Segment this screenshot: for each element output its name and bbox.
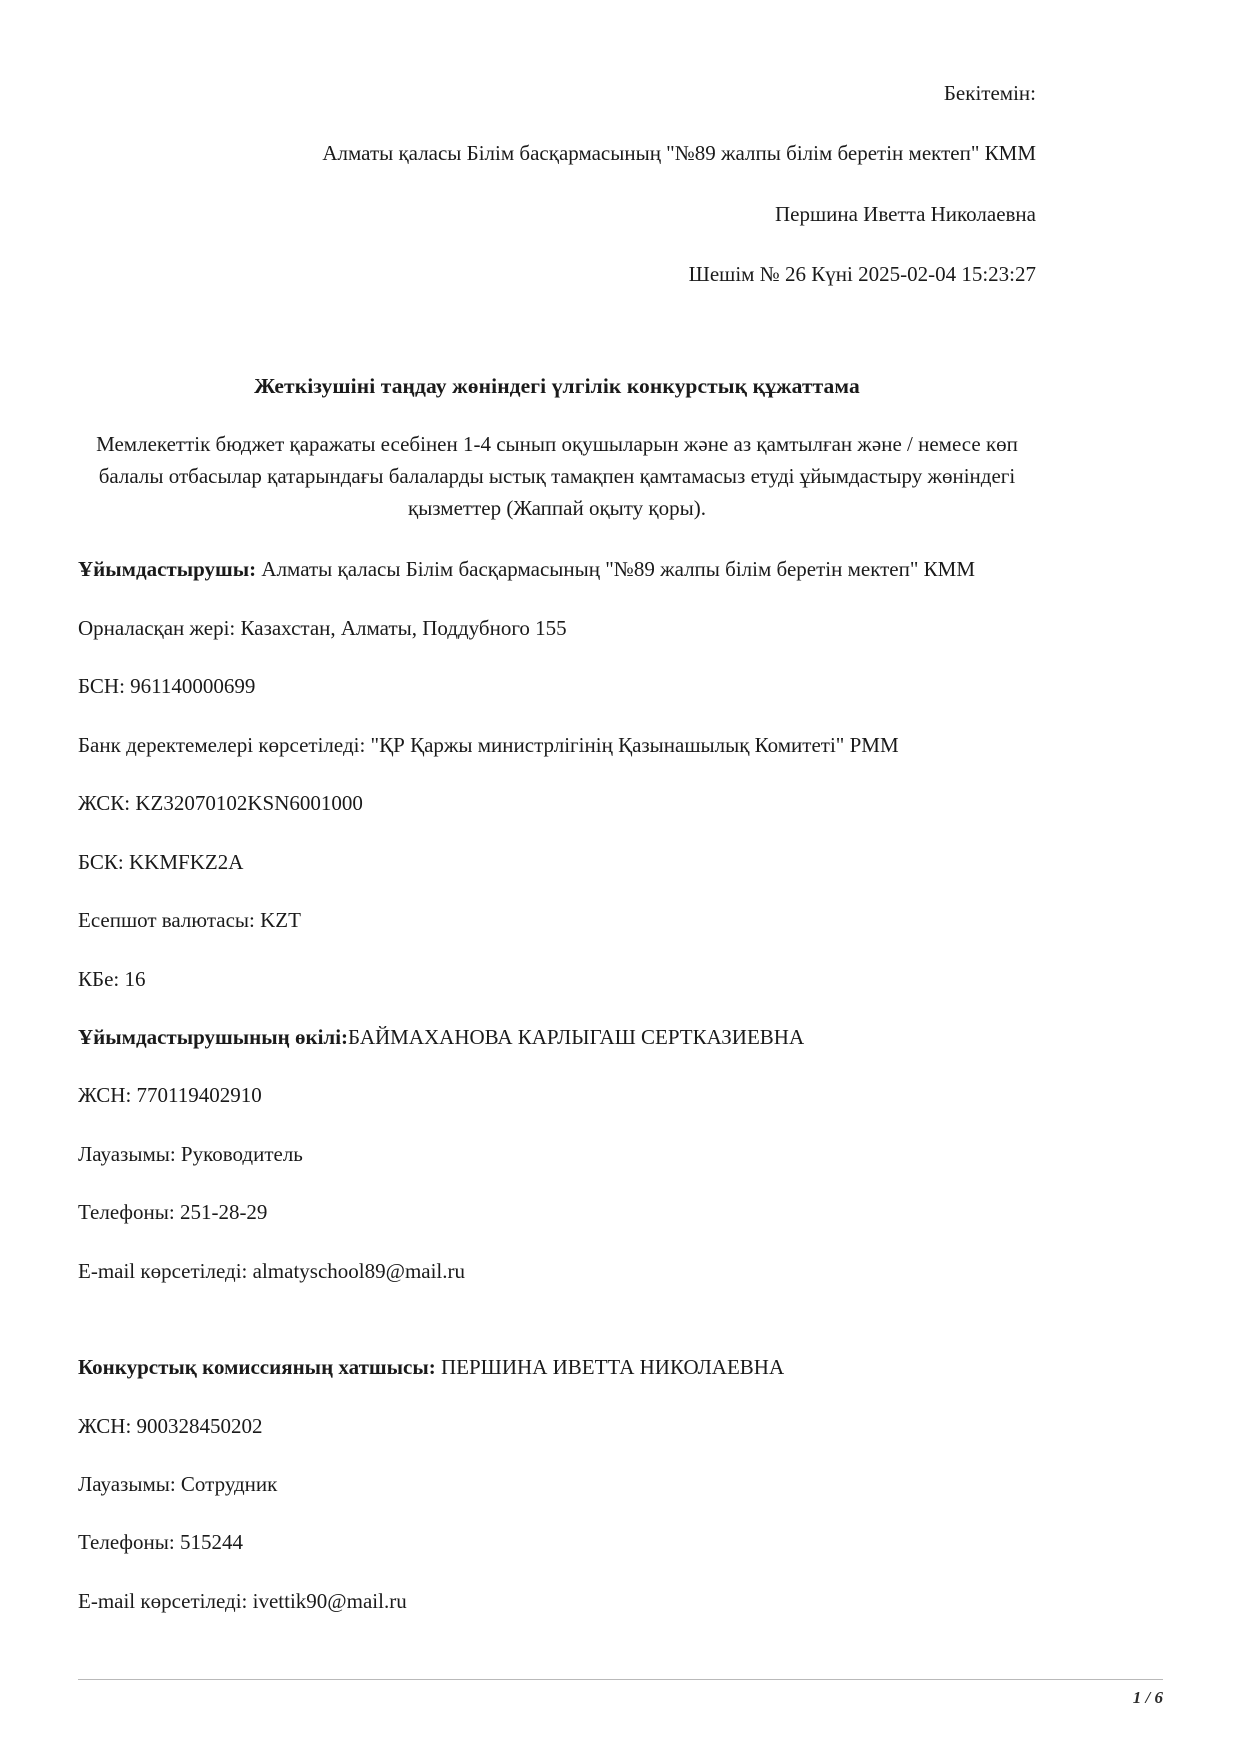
decision-number-date: Шешім № 26 Күні 2025-02-04 15:23:27 xyxy=(688,262,1036,287)
secretary-iin: ЖСН: 900328450202 xyxy=(78,1413,263,1438)
approver-name: Першина Иветта Николаевна xyxy=(774,201,1036,226)
secretary-position: Лауазымы: Сотрудник xyxy=(78,1472,278,1497)
representative-name: БАЙМАХАНОВА КАРЛЫГАШ СЕРТКАЗИЕВНА xyxy=(348,1024,805,1049)
organizer-bin: БСН: 961140000699 xyxy=(78,674,256,699)
representative-label: Ұйымдастырушының өкілі: xyxy=(78,1024,349,1049)
secretary-details xyxy=(78,1352,1036,1616)
organizer-bic: БСК: KKMFKZ2A xyxy=(78,849,244,874)
approving-organization: Алматы қаласы Білім басқармасының "№89 жалпы білім беретін мектеп" КММ xyxy=(322,141,1036,166)
organizer-details xyxy=(78,554,1036,994)
secretary-phone: Телефоны: 515244 xyxy=(78,1530,243,1555)
organizer-address: Орналасқан жері: Казахстан, Алматы, Поддубного 155 xyxy=(78,615,567,640)
representative-line xyxy=(78,1022,1036,1052)
representative-position: Лауазымы: Руководитель xyxy=(78,1141,303,1166)
organizer-value: Алматы қаласы Білім басқармасының "№89 жалпы білім беретін мектеп" КММ xyxy=(261,557,976,582)
page-title: Жеткізушіні таңдау жөніндегі үлгілік конкурстық құжаттама xyxy=(254,373,860,398)
secretary-line xyxy=(78,1352,1036,1382)
organizer-kbe: КБе: 16 xyxy=(78,966,146,991)
secretary-label: Конкурстық комиссияның хатшысы: xyxy=(78,1355,436,1380)
approval-label: Бекітемін: xyxy=(943,81,1036,105)
footer-divider xyxy=(78,1679,1163,1680)
secretary-name: ПЕРШИНА ИВЕТТА НИКОЛАЕВНА xyxy=(441,1355,785,1380)
organizer-currency: Есепшот валютасы: KZT xyxy=(78,908,301,933)
representative-details xyxy=(78,1022,1036,1286)
section-spacer xyxy=(78,1314,1036,1352)
representative-phone: Телефоны: 251-28-29 xyxy=(78,1200,268,1225)
organizer-iban: ЖСК: KZ32070102KSN6001000 xyxy=(78,791,363,816)
organizer-bank: Банк деректемелері көрсетіледі: "ҚР Қаржы министрлігінің Қазынашылық Комитеті" РММ xyxy=(78,732,899,757)
representative-email: E-mail көрсетіледі: almatyschool89@mail.ru xyxy=(78,1258,466,1283)
organizer-line xyxy=(78,554,1036,584)
secretary-email: E-mail көрсетіледі: ivettik90@mail.ru xyxy=(78,1588,407,1613)
representative-iin: ЖСН: 770119402910 xyxy=(78,1083,262,1108)
page-number: 1 / 6 xyxy=(1132,1688,1163,1707)
approval-header xyxy=(78,78,1036,290)
page-footer xyxy=(78,1679,1163,1708)
organizer-label: Ұйымдастырушы: xyxy=(78,557,257,582)
subject-description: Мемлекеттік бюджет қаражаты есебінен 1-4 сынып оқушыларын және аз қамтылған және / немесе көп балалы отбасылар қатарындағы балаларды ыстық тамақпен қамтамасыз етуді ұйымдастыру жөніндегі қызметтер (Жаппай оқыту қоры). xyxy=(96,431,1018,520)
